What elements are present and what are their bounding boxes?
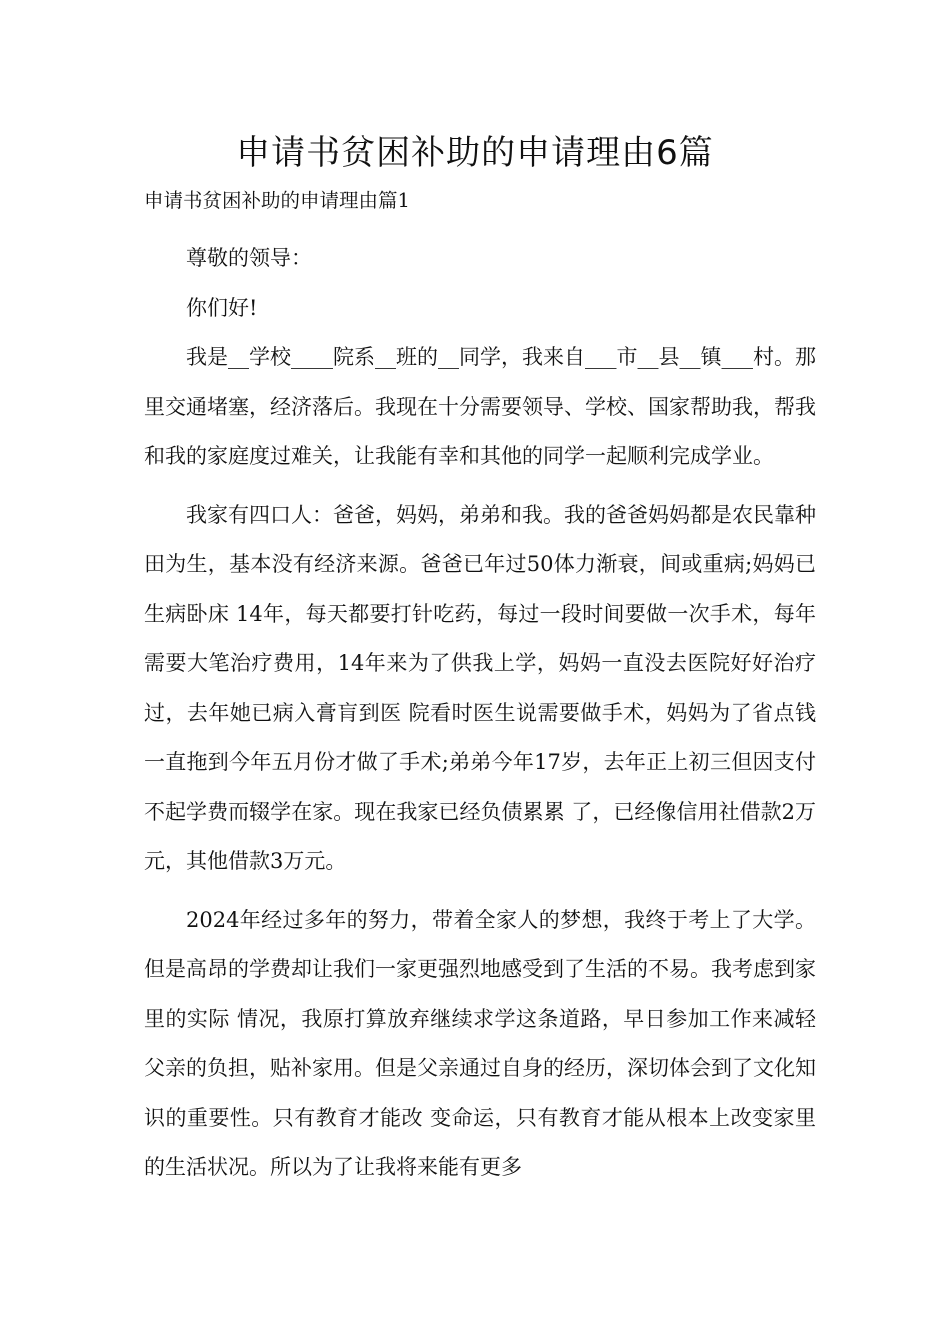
document-title: 申请书贫困补助的申请理由6篇: [236, 133, 714, 173]
paragraph-family-situation: 我家有四口人：爸爸，妈妈，弟弟和我。我的爸爸妈妈都是农民靠种田为生，基本没有经济来源。爸爸已年过50体力渐衰，间或重病;妈妈已生病卧床 14年，每天都要打针吃药，每过一段时间要做一次手术，每年需要大笔治疗费用，14年来为了供我上学，妈妈一直没去医院好好治疗过，去年她已病入膏肓到医 院看时医生说需要做手术，妈妈为了省点钱一直拖到今年五月份才做了手术;弟弟今年17岁，去年正上初三但因支付不起学费而辍学在家。现在我家已经负债累累 了，已经像信用社借款2万元，其他借款3万元。: [144, 502, 816, 873]
greeting: 你们好!: [186, 295, 258, 320]
paragraph-introduction: 我是__学校____院系__班的__同学，我来自___市__县__镇___村。那里交通堵塞，经济落后。我现在十分需要领导、学校、国家帮助我，帮我和我的家庭度过难关，让我能有幸和其他的同学一起顺利完成学业。: [144, 345, 816, 468]
salutation: 尊敬的领导：: [186, 246, 312, 270]
document-body: [144, 234, 816, 1202]
section-heading: 申请书贫困补助的申请理由篇1: [144, 189, 410, 212]
paragraph-college-admission: 2024年经过多年的努力，带着全家人的梦想，我终于考上了大学。但是高昂的学费却让我们一家更强烈地感受到了生活的不易。我考虑到家里的实际 情况，我原打算放弃继续求学这条道路，早日参加工作来减轻父亲的负担，贴补家用。但是父亲通过自身的经历，深切体会到了文化知识的重要性。只有教育才能改 变命运，只有教育才能从根本上改变家里的生活状况。所以为了让我将来能有更多: [144, 907, 816, 1179]
